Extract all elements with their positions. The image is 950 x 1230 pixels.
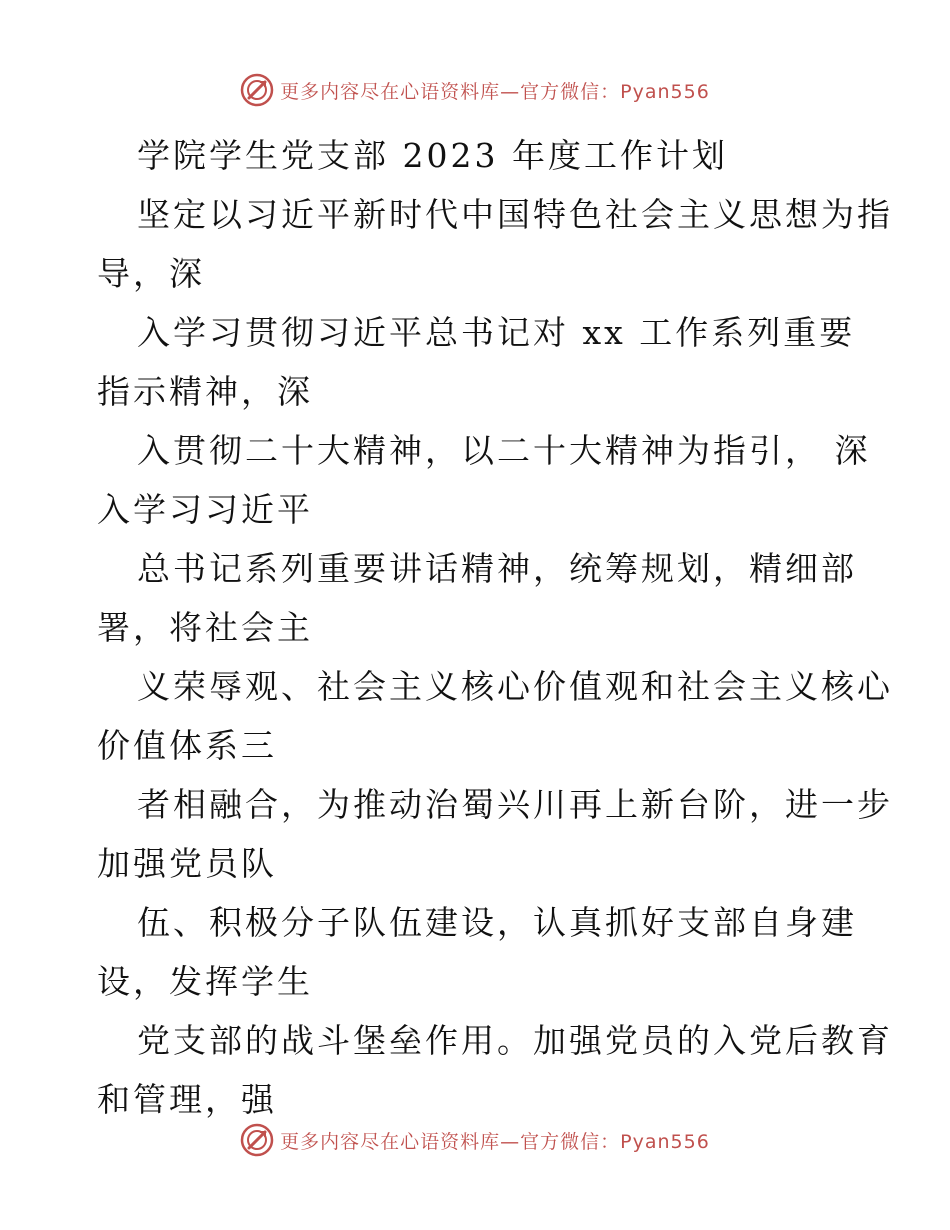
paragraph-line: 入学习习近平	[97, 490, 313, 529]
seal-logo-icon	[240, 1123, 274, 1157]
seal-logo-icon	[240, 73, 274, 107]
paragraph-line: 者相融合，为推动治蜀兴川再上新台阶，进一步	[137, 785, 893, 824]
paragraph-line: 入贯彻二十大精神，以二十大精神为指引， 深	[137, 431, 871, 470]
paragraph-line: 坚定以习近平新时代中国特色社会主义思想为指	[137, 195, 893, 234]
paragraph-line: 导，深	[97, 254, 205, 293]
footer-banner	[0, 1120, 950, 1160]
paragraph-line: 伍、积极分子队伍建设，认真抓好支部自身建	[137, 903, 857, 942]
banner-text: 更多内容尽在心语资料库—官方微信：Pyan556	[280, 80, 710, 103]
paragraph-line: 党支部的战斗堡垒作用。加强党员的入党后教育	[137, 1021, 893, 1060]
paragraph-line: 加强党员队	[97, 844, 277, 883]
header-banner	[0, 70, 950, 110]
banner-text: 更多内容尽在心语资料库—官方微信：Pyan556	[280, 1130, 710, 1153]
document-title: 学院学生党支部 2023 年度工作计划	[137, 136, 728, 175]
paragraph-line: 设，发挥学生	[97, 962, 313, 1001]
paragraph-line: 价值体系三	[97, 726, 277, 765]
document-body	[97, 126, 893, 1129]
paragraph-line: 入学习贯彻习近平总书记对 xx 工作系列重要	[137, 313, 856, 352]
paragraph-line: 总书记系列重要讲话精神，统筹规划，精细部	[137, 549, 857, 588]
paragraph-line: 和管理，强	[97, 1080, 277, 1119]
paragraph-line: 义荣辱观、社会主义核心价值观和社会主义核心	[137, 667, 893, 706]
paragraph-line: 指示精神，深	[97, 372, 313, 411]
paragraph-line: 署，将社会主	[97, 608, 313, 647]
